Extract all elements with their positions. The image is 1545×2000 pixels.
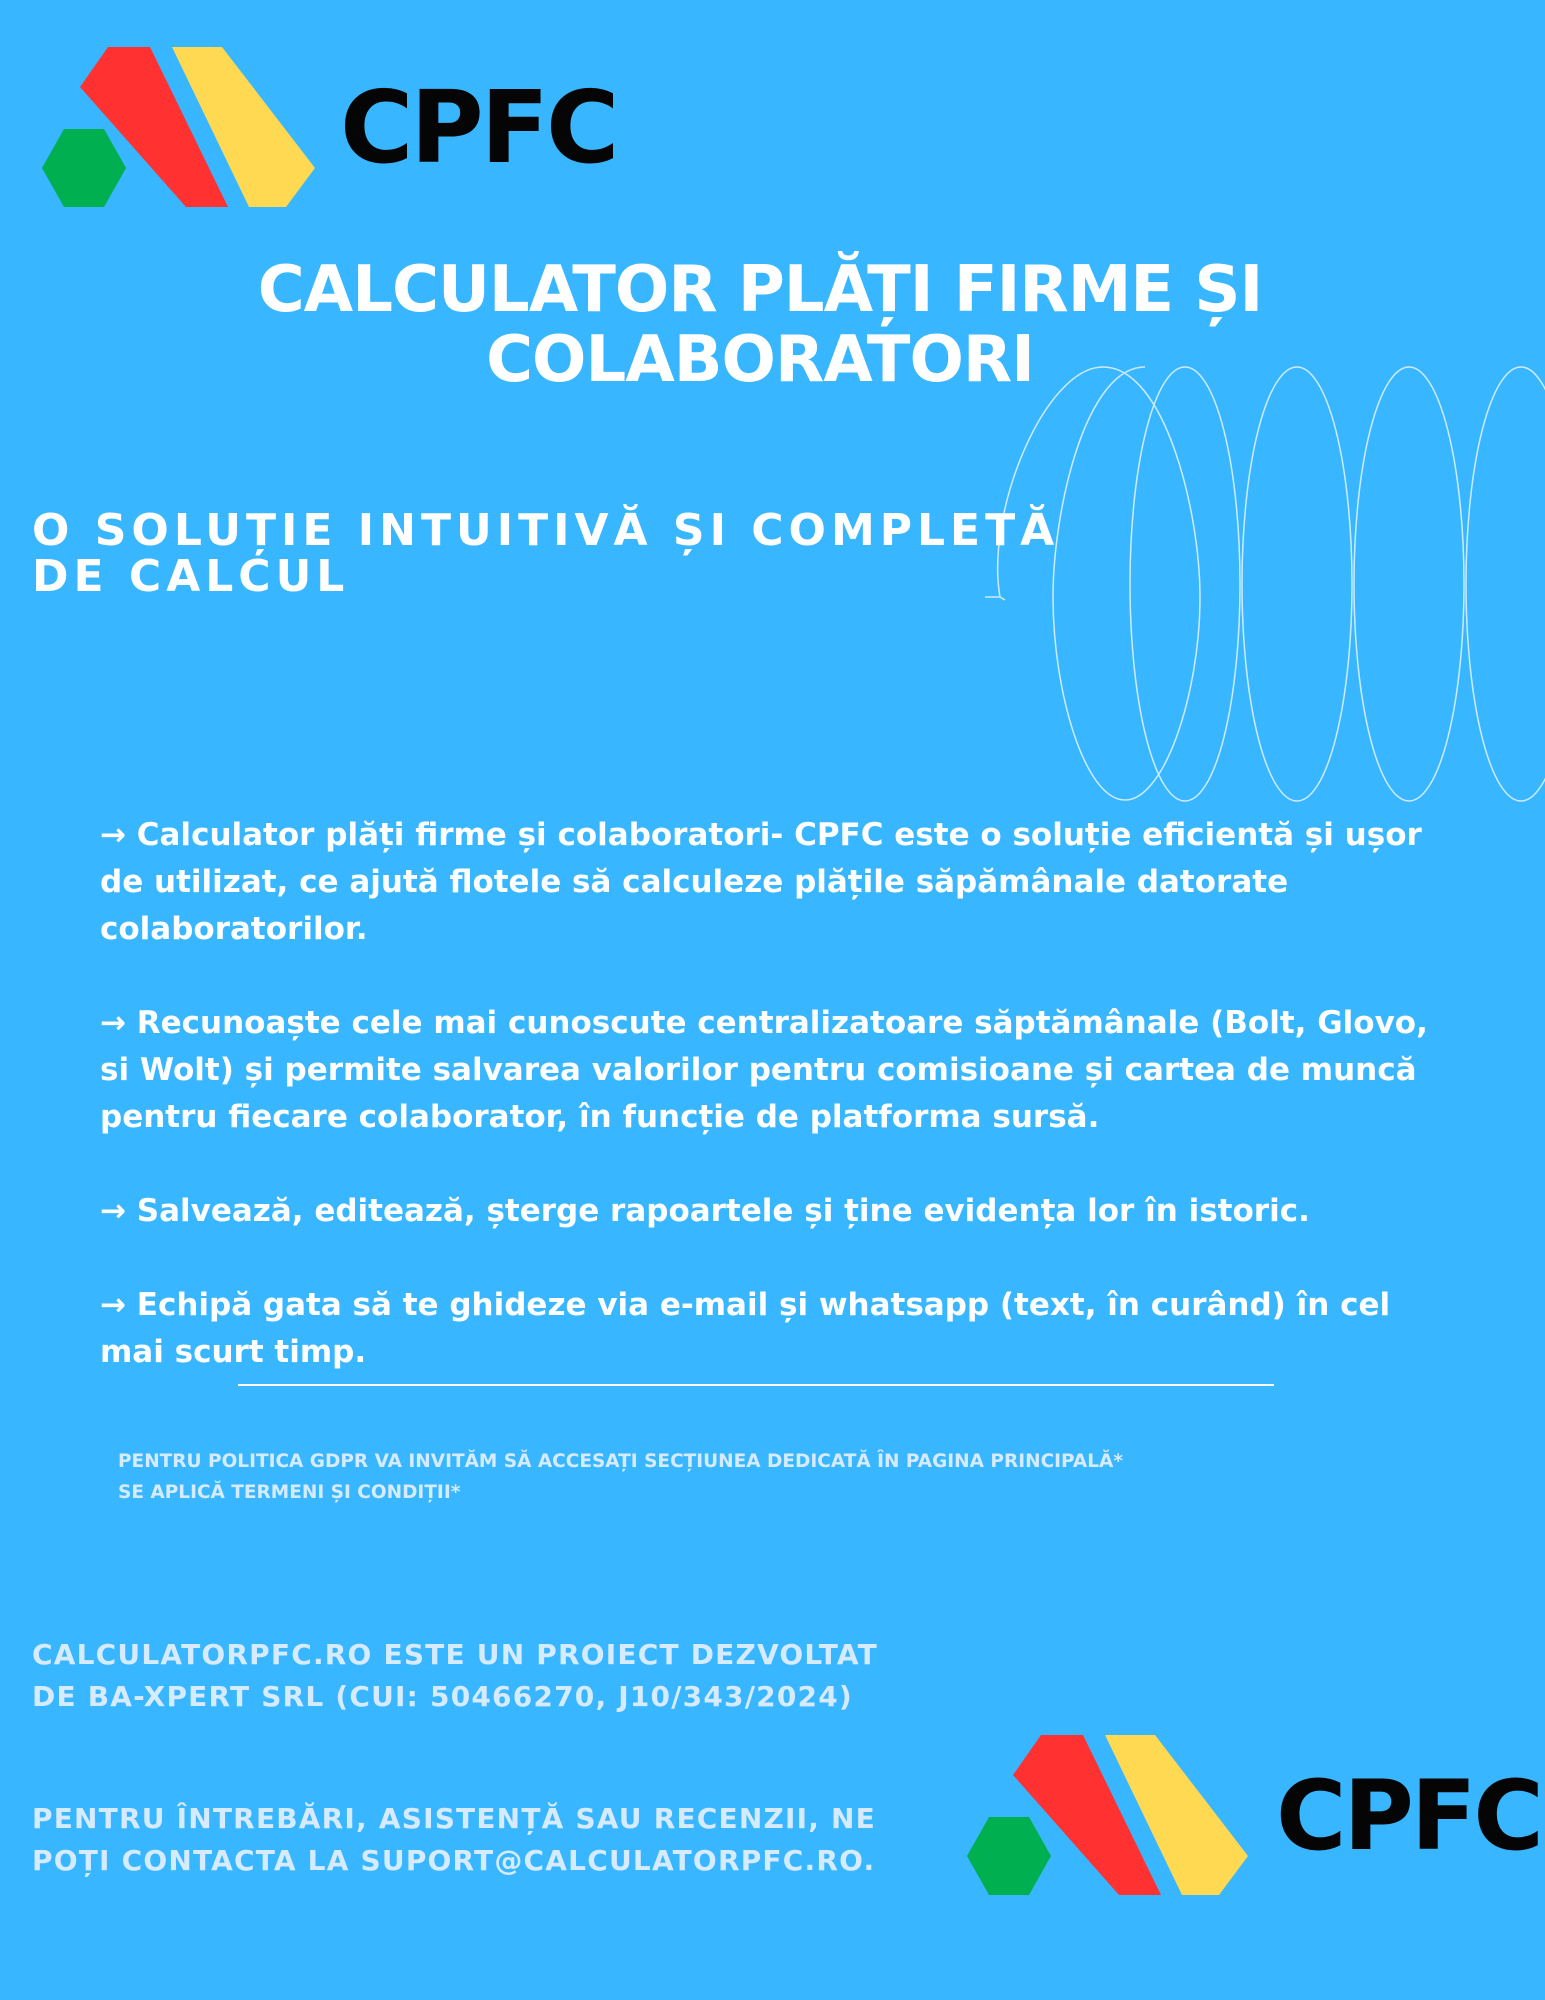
contact-info [32, 1798, 952, 1882]
project-info [32, 1634, 982, 1718]
page-title-line: CALCULATOR PLĂȚI FIRME ȘI [257, 253, 1263, 327]
page-title [140, 255, 1380, 395]
contact-info-line: POȚI CONTACTA LA SUPORT@CALCULATORPFC.RO. [32, 1844, 876, 1877]
gdpr-note: PENTRU POLITICA GDPR VA INVITĂM SĂ ACCESAȚI SECȚIUNEA DEDICATĂ ÎN PAGINA PRINCIPALĂ* [118, 1451, 1123, 1472]
project-info-line: CALCULATORPFC.RO ESTE UN PROIECT DEZVOLTAT [32, 1638, 878, 1671]
project-info-line: DE BA-XPERT SRL (CUI: 50466270, J10/343/2024) [32, 1680, 853, 1713]
page-subtitle-line: O SOLUȚIE INTUITIVĂ ȘI COMPLETĂ [32, 505, 1060, 556]
feature-item: → Recunoaște cele mai cunoscute centralizatoare săptămânale (Bolt, Glovo, si Wolt) și permite salvarea valorilor pentru comisioane și cartea de muncă pentru fiecare colaborator, în funcție de platforma sursă. [100, 1005, 1428, 1135]
page-title-line: COLABORATORI [486, 323, 1034, 397]
divider [238, 1384, 1274, 1386]
fine-print [118, 1446, 1518, 1508]
feature-list [100, 812, 1450, 1423]
brand-name: CPFC [1276, 1760, 1541, 1872]
feature-item: → Salvează, editează, șterge rapoartele și ține evidența lor în istoric. [100, 1193, 1310, 1229]
brand-name: CPFC [340, 69, 617, 186]
cpfc-logo-icon [30, 42, 320, 212]
feature-item: → Echipă gata să te ghideze via e-mail și whatsapp (text, în curând) în cel mai scurt timp. [100, 1287, 1391, 1370]
contact-info-line: PENTRU ÎNTREBĂRI, ASISTENȚĂ SAU RECENZII, NE [32, 1802, 876, 1835]
page-subtitle-line: DE CALCUL [32, 551, 350, 602]
cpfc-logo-icon [965, 1730, 1255, 1900]
feature-item: → Calculator plăți firme și colaboratori- CPFC este o soluție eficientă și ușor de utilizat, ce ajută flotele să calculeze plățile săpămânale datorate colaboratorilor. [100, 817, 1422, 947]
page-subtitle [32, 505, 1082, 602]
terms-note: SE APLICĂ TERMENI ȘI CONDIȚII* [118, 1482, 461, 1503]
